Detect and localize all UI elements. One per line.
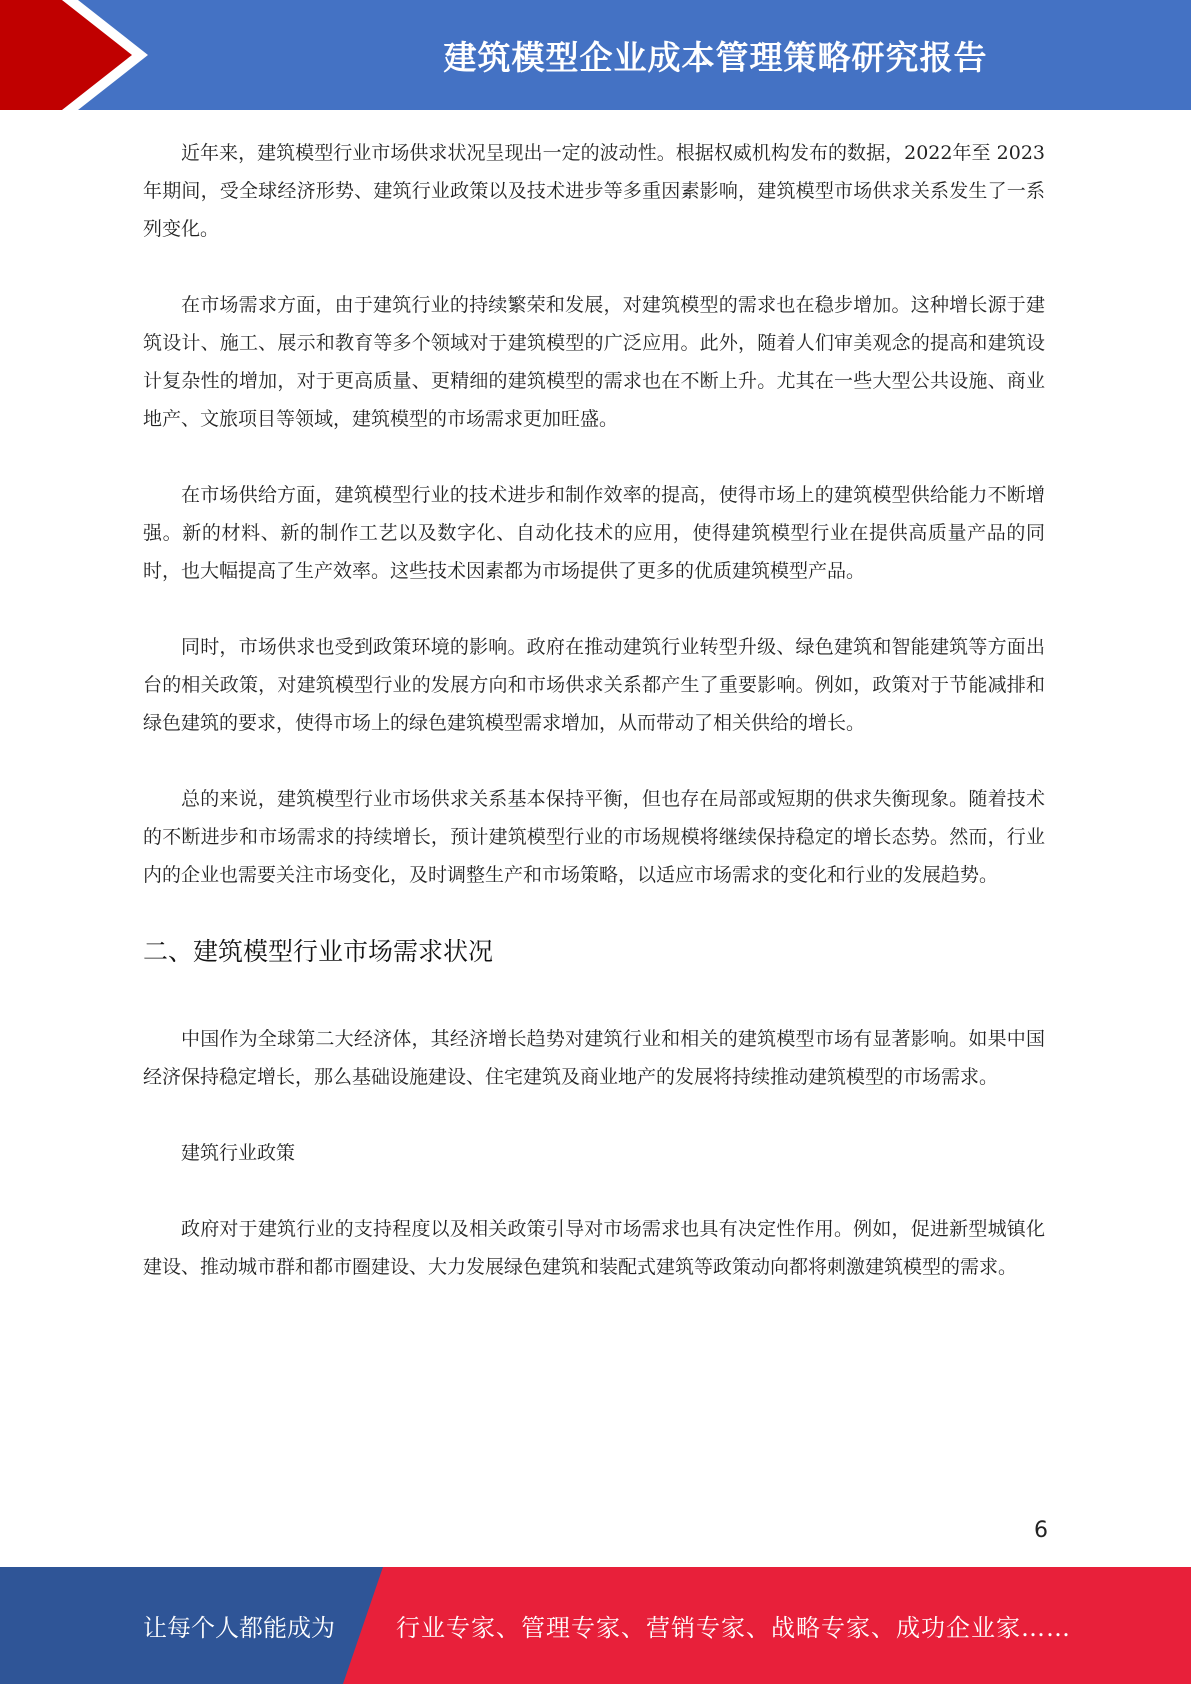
- section-heading: 二、建筑模型行业市场需求状况: [143, 937, 494, 966]
- paragraph: 总的来说，建筑模型行业市场供求关系基本保持平衡，但也存在局部或短期的供求失衡现象。随着技术的不断进步和市场需求的持续增长，预计建筑模型行业的市场规模将继续保持稳定的增长态势。然而，行业内的企业也需要关注市场变化，及时调整生产和市场策略，以适应市场需求的变化和行业的发展趋势。: [143, 788, 1045, 886]
- paragraph: 在市场供给方面，建筑模型行业的技术进步和制作效率的提高，使得市场上的建筑模型供给能力不断增强。新的材料、新的制作工艺以及数字化、自动化技术的应用，使得建筑模型行业在提供高质量产品的同时，也大幅提高了生产效率。这些技术因素都为市场提供了更多的优质建筑模型产品。: [143, 484, 1045, 582]
- paragraph: 政府对于建筑行业的支持程度以及相关政策引导对市场需求也具有决定性作用。例如，促进新型城镇化建设、推动城市群和都市圈建设、大力发展绿色建筑和装配式建筑等政策动向都将刺激建筑模型的需求。: [143, 1218, 1045, 1278]
- paragraph: 在市场需求方面，由于建筑行业的持续繁荣和发展，对建筑模型的需求也在稳步增加。这种增长源于建筑设计、施工、展示和教育等多个领域对于建筑模型的广泛应用。此外，随着人们审美观念的提高和建筑设计复杂性的增加，对于更高质量、更精细的建筑模型的需求也在不断上升。尤其在一些大型公共设施、商业地产、文旅项目等领域，建筑模型的市场需求更加旺盛。: [143, 294, 1045, 430]
- main-content: [143, 134, 1045, 1324]
- paragraph: 同时，市场供求也受到政策环境的影响。政府在推动建筑行业转型升级、绿色建筑和智能建筑等方面出台的相关政策，对建筑模型行业的发展方向和市场供求关系都产生了重要影响。例如，政策对于节能减排和绿色建筑的要求，使得市场上的绿色建筑模型需求增加，从而带动了相关供给的增长。: [143, 636, 1045, 734]
- header-banner: [0, 0, 1191, 110]
- footer-slogan-right: 行业专家、管理专家、营销专家、战略专家、成功企业家……: [396, 1614, 1071, 1642]
- page-number: 6: [1034, 1518, 1048, 1543]
- footer-banner: [0, 1567, 1191, 1684]
- report-title: 建筑模型企业成本管理策略研究报告: [443, 37, 988, 77]
- subheading: 建筑行业政策: [181, 1142, 296, 1164]
- footer-slogan-left: 让每个人都能成为: [143, 1614, 335, 1642]
- paragraph: 近年来，建筑模型行业市场供求状况呈现出一定的波动性。根据权威机构发布的数据，2022年至 2023 年期间，受全球经济形势、建筑行业政策以及技术进步等多重因素影响，建筑模型市场供求关系发生了一系列变化。: [143, 142, 1045, 240]
- paragraph: 中国作为全球第二大经济体，其经济增长趋势对建筑行业和相关的建筑模型市场有显著影响。如果中国经济保持稳定增长，那么基础设施建设、住宅建筑及商业地产的发展将持续推动建筑模型的市场需求。: [143, 1028, 1045, 1088]
